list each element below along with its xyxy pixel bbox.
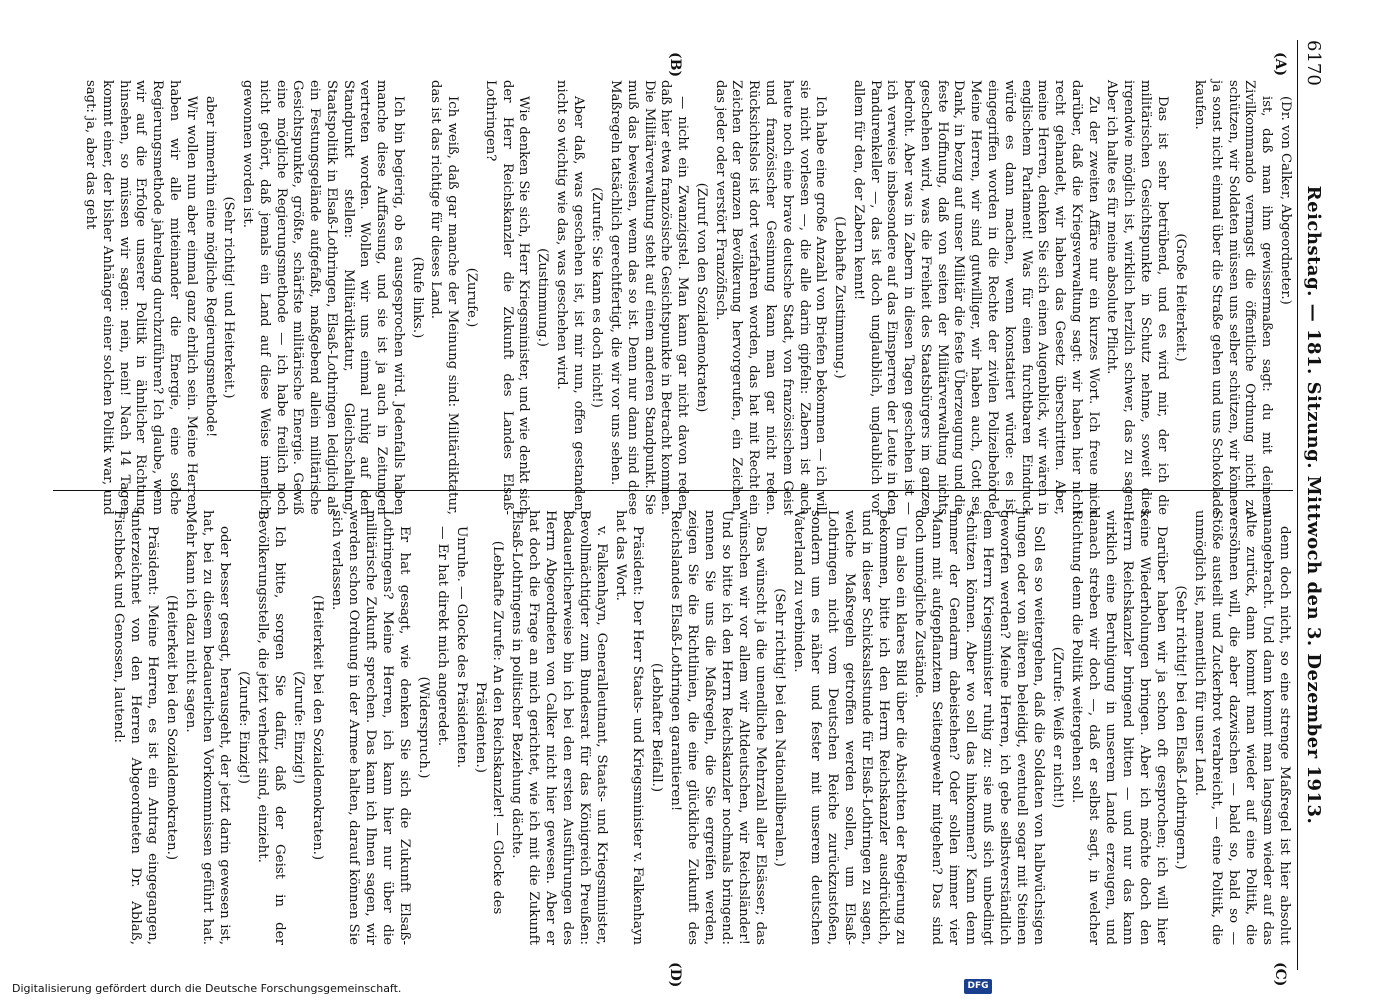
paragraph: — Er hat direkt mich angeredet. [435, 526, 450, 747]
interjection: (Sehr richtig! bei den Elsaß-Lothringern.) [1173, 585, 1188, 870]
interjection: (Sehr richtig! bei den Nationalliberalen.) [772, 588, 787, 867]
page-header [1297, 40, 1328, 970]
paragraph: Aber daß, was geschehen ist, ist mir nun, offen gestanden, nicht so wichtig wie das, was geschehen wird. [553, 80, 586, 515]
paragraph: Ich habe eine große Anzahl von Briefen bekommen — ich will sie nicht vorlesen —, die alle darin gipfeln: Zabern ist auch heute noch eine brave deutsche Stadt, von französischem Geist und französischer Gesinnung kann man gar nicht reden. Rücksichtslos ist dort verfahren worden, das hat mit Recht ein Zeichen der ganzen Bevölkerung hervorgerufen, ein Zeichen, das jeder oder verstört Franzöfisch. [712, 80, 829, 515]
left-text-column [79, 80, 1293, 515]
paragraph: Das wünscht ja die unendliche Mehrzahl aller Elsässer; das wünschen wir vor allem wir Altdeutschen, wir Reichsländer! Und so bitte ich den Herrn Reichskanzler nochmals bringend: nennen Sie uns die Maßregeln, die Sie ergreifen werden, zeigen Sie die Richtlinien, die eine glückliche Zukunft des Reichslandes Elsaß-Lothringen garantieren! [668, 510, 768, 945]
column-divider [53, 490, 1293, 491]
paragraph: v. Falkenhayn, Generalleutnant, Staats- und Kriegsminister, Bevollmächtigter zum Bundesrat für das Königreich Preußen: Bedauerlicherweise bin ich bei den ersten Ausführungen des Herrn Abgeordneten von Calker nicht hier gewesen. Aber er hat doch die Frage an mich gerichtet, wie ich mit die Zukunft Elsaß-Lothringens in politischer Beziehung dächte. [509, 510, 609, 945]
interjection: (Zustimmung.) [535, 248, 551, 347]
interjection: (Zuruf von den Sozialdemokraten) [693, 182, 709, 413]
paragraph: Zu der zweiten Affäre nur ein kurzes Wort. Ich freue mich darüber, daß die Kriegsverwaltung sagt: wir haben hier nicht recht gehandelt, wir haben das Gesetz überschritten. Aber, meine Herren, denken Sie sich einen Augenblick, wir wären in englischem Parlament! Was für einen furchtbaren Eindruck würde es dann machen, wenn konstatiert würde: es ist eingegriffen worden in die Rechte der zivilen Polizeibehörde! Meine Herren, wir sind gutwilliger, wir haben auch, Gott sei Dank, in bezug auf unser Militär die feste Überzeugung und die feste Hoffnung, daß von seiten der Militärverwaltung nichts geschehen wird, was die Freiheit des Staatsbürgers im ganzen bedroht. Aber was in Zabern in diesen Tagen geschehen ist — ich verweise insbesondere auf das Einsperren der Leute in den Pandurenkeller —, das ist doch unglaublich, unglaublich vor allem für den, der Zabern kennt! [850, 80, 1101, 515]
paragraph: Ich bin begierig, ob es ausgesprochen wird. Jedenfalls haben manche diese Auffassung, und sie ist ja auch in Zeitungen vertreten worden. Wollen wir uns einmal ruhig auf den Standpunkt stellen: Militärdiktatur, Gleichschaltung, Staatspolitik in Elsaß-Lothringen, Elsaß-Lothringen lediglich als ein Festungsgelände aufgefaßt, maßgebend allein militärische Gesichtspunkte, größte, schärfste militärische Energie. Gewiß eine mögliche Regierungsmethode — ich habe freilich noch nicht gehört, daß jemals ein Land auf diese Weise innerlich gewonnen worden ist. [240, 80, 406, 515]
page-title: Reichstag. — 181. Sitzung. Mittwoch den 3. Dezember 1913. [1303, 185, 1324, 825]
footer-bar [0, 976, 1000, 1000]
interjection: (Sehr richtig! und Heiterkeit.) [221, 196, 237, 399]
paragraph: Wir wollen nun aber einmal ganz ehrlich sein. Meine Herren, haben wir alle miteinander die Energie, eine solche Regierungsmethode jahrelang durchzuführen? Ich glaube, wenn wir auf die Erfolge unserer Politik in ähnlicher Richtung hinsehen, so müssen wir sagen: nein, nein! Nach 14 Tagen kommt einer, der bisher Anhänger einer solchen Politik war, und sagt: ja, aber das geht [83, 80, 199, 515]
interjection: (Zurufe.) [464, 267, 480, 328]
paragraph: ist, daß man ihm gewissermaßen sagt: du mit deinem Zivilkommando vermagst die öffentliche Ordnung nicht zu schützen, wir Soldaten müssen uns selber schützen, wir können ja sonst nicht einmal über die Straße gehen und uns Schokolade kaufen. [1192, 80, 1275, 515]
interjection: (Große Heiterkeit.) [1173, 233, 1189, 362]
paragraph: Soll es so weitergehen, daß die Soldaten von halbwüchsigen Jungen oder von älteren beleidigt, eventuell sogar mit Steinen geworfen werden? Meine Herren, ich gebe selbstverständlich dem Herrn Kriegsminister ruhig zu: sie muß sich unbedingt schützen können. Aber wo soll das hinkommen? Kann denn immer der Gendarm dabeistehen? Oder sollen immer vier Mann mit aufgepflanztem Seitengewehr mitgehen? Das sind doch unmögliche Zustände. [912, 510, 1046, 945]
paragraph: Um also ein klares Bild über die Absichten der Regierung zu bekommen, bitte ich den Herrn Reichskanzler ausdrücklich, und in dieser Schicksalsstunde für Elsaß-Lothringen zu sagen, welche Maßregeln getroffen werden sollen, um Elsaß-Lothringen nicht vom Deutschen Reiche zurückzustoßen, sondern um es näher und fester mit unserem deutschen Vaterland zu verbinden. [791, 510, 908, 945]
interjection: (Widerspruch.) [416, 676, 431, 779]
footer-credit: Digitalisierung gefördert durch die Deutsche Forschungsgemeinschaft. [12, 982, 402, 995]
right-text-column [108, 510, 1293, 945]
margin-marker-a: (A) [1272, 52, 1288, 77]
interjection: (Lebhafte Zustimmung.) [832, 216, 848, 379]
paragraph: Wie denken Sie sich, Herr Kriegsminister, und wie denkt sich der Herr Reichskanzler die Zukunft des Landes Elsaß-Lothringen? [482, 80, 532, 515]
interjection: (Heiterkeit bei den Sozialdemokraten.) [310, 594, 325, 861]
paragraph: oder besser gesagt, herausgeht, der jetzt darin gewesen ist, hat, bei zu diesem bedauerlichen Vorkommnissen geführt hat. Mehr kann ich dazu nicht sagen. [183, 510, 232, 945]
paragraph: denn doch nicht, so eine strenge Maßregel ist hier absolut unangebracht. Und dann kommt man langsam wieder auf das Alte zurück, dann kommt man wieder auf eine Politik, die versöhnen will, die aber dazwischen — bald so, bald so — Stöße austeilt und Zuckerbrot verabreicht, — eine Politik, die unmöglich ist, namentlich für unser Land. [1192, 510, 1292, 945]
interjection: (Zurufe: Sie kann es doch nicht!) [589, 187, 605, 408]
paragraph: (Dr. von Calker, Abgeordneter.) [1278, 96, 1293, 305]
interjection: (Rufe links.) [409, 256, 425, 339]
interjection: (Lebhafte Zurufe: An den Reichskanzler! — Glocke des Präsidenten.) [473, 540, 505, 915]
paragraph: — nicht ein Zwanzigstel. Man kann gar nicht davon reden, daß hier etwa französische Gesichtspunkte in Betracht kommen. Die Militärverwaltung steht auf einem anderen Standpunkt. Sie muß das beweisen, wenn das so ist. Denn nur dann sind diese Maßregeln tatsächlich gerechtfertigt, die wir vor uns sehen. [608, 80, 691, 515]
paragraph: Ich bitte, sorgen Sie dafür, daß der Geist in der Bevölkerungsstelle, die jetzt verhetzt sind, einzieht. [255, 510, 287, 945]
margin-marker-c: (C) [1272, 962, 1288, 987]
dfg-logo: DFG [964, 979, 992, 994]
margin-marker-d: (D) [667, 962, 683, 988]
paragraph: aber immerhin eine mögliche Regierungsmethode! [202, 96, 218, 438]
paragraph: Präsident: Der Herr Staats- und Kriegsminister v. Falkenhayn hat das Wort. [613, 510, 645, 945]
interjection: (Zurufe: Einzig!) [291, 670, 306, 785]
interjection: (Zurufe: Einzig!) [236, 670, 251, 785]
paragraph: Ich weiß, daß gar manche der Meinung sind: Militärdiktatur, das ist das richtige für dieses Land. [428, 80, 461, 515]
page-number: 6170 [1303, 40, 1324, 86]
interjection: (Zurufe: Weiß er nicht!) [1050, 646, 1065, 809]
interjection: (Heiterkeit bei den Sozialdemokraten.) [164, 594, 179, 861]
margin-marker-b: (B) [667, 52, 683, 78]
paragraph: Unruhe. — Glocke des Präsidenten. [454, 526, 469, 768]
paragraph: Präsident: Meine Herren, es ist ein Antrag eingegangen, unterzeichnet von den Herren Abgeordneten Dr. Ablaß, Fischbeck und Genossen, lautend: [111, 510, 160, 945]
interjection: (Lebhafter Beifall.) [649, 662, 664, 793]
paragraph: Er hat gesagt, wie denken Sie sich die Zukunft Elsaß-Lothringens? Meine Herren, ich kann hier nur über die militärische Zukunft sprechen. Das kann ich Ihnen sagen, wir werden schon Ordnung in der Armee halten, darauf können Sie sich verlassen. [329, 510, 412, 945]
paragraph: Darüber haben wir ja schon oft gesprochen; ich will hier keine Wiederholungen bringen. Aber ich möchte doch den Herrn Reichskanzler bringend bitten — und nur das kann wirklich eine Beruhigung in unserem Lande erzeugen, und danach streben wir doch —, daß er selbst sagt, in welcher Richtung denn die Politik weitergehen soll. [1069, 510, 1169, 945]
paragraph: Das ist sehr betrübend, und es wird mir, der ich die militärischen Gesichtspunkte in Schutz nehme, soweit dies irgendwie möglich ist, wirklich herzlich schwer, das zu sagen. Aber ich halte es für meine absolute Pflicht. [1104, 80, 1170, 515]
